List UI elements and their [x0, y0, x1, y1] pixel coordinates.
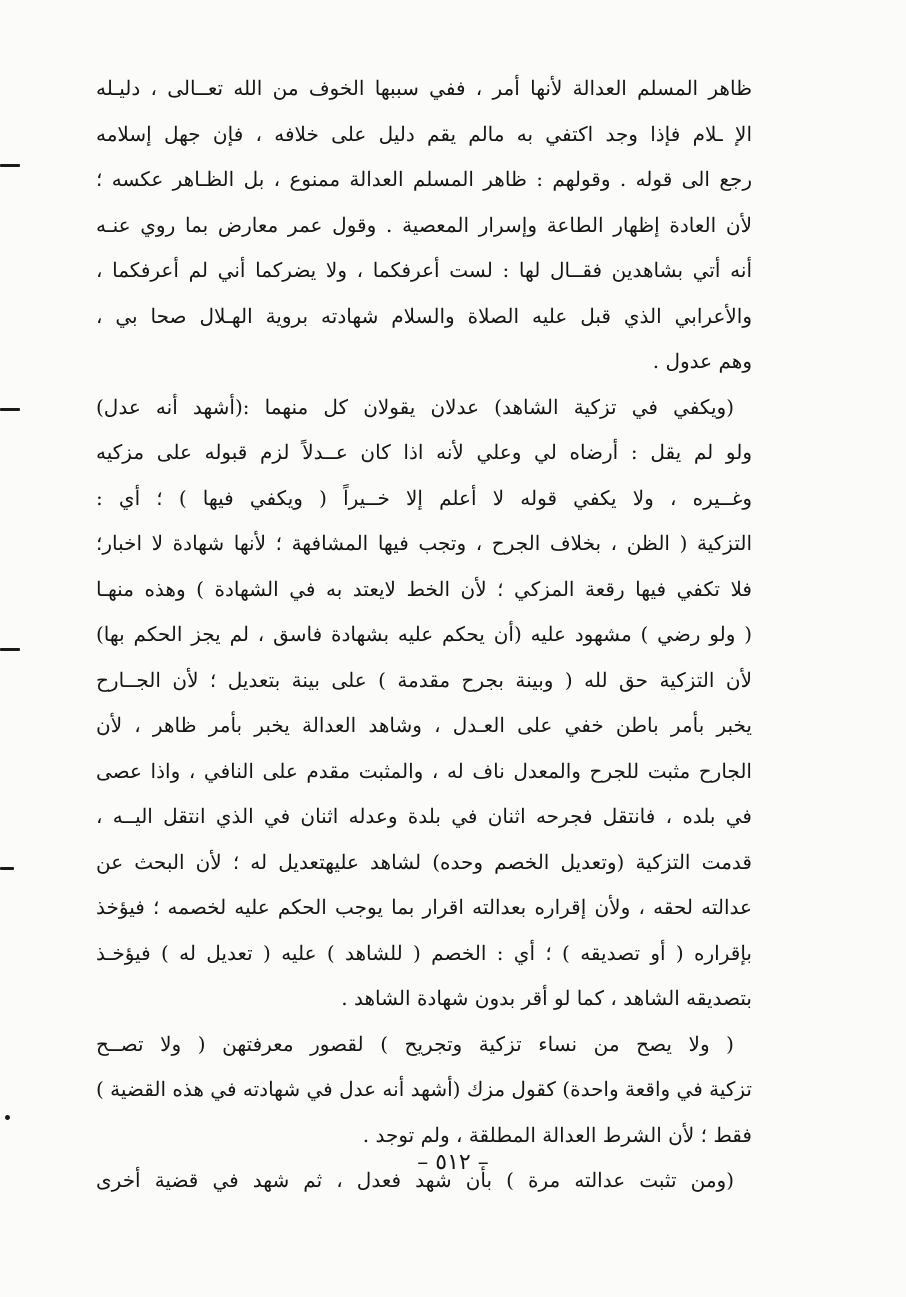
text-line: ( ولا يصح من نساء تزكية وتجريح ) لقصور معرفتهن ( ولا تصــح	[96, 1031, 734, 1056]
text-line: الإ ـلام فإذا وجد اكتفي به مالم يقم دليل على خلافه ، فإن جهل إسلامه	[96, 121, 752, 146]
margin-mark	[0, 164, 20, 167]
text-line: ( ولو رضي ) مشهود عليه (أن يحكم عليه بشهادة فاسق ، لم يجز الحكم بها)	[96, 622, 752, 646]
text-line: وهم عدول .	[652, 349, 752, 373]
text-line: وغــيره ، ولا يكفي قوله لا أعلم إلا خــيراً ( ويكفي فيها ) ؛ أي :	[96, 485, 752, 510]
text-line: الجارح مثبت للجرح والمعدل ناف له ، والمثبت مقدم على النافي ، واذا عصى	[96, 758, 752, 783]
text-line: بإقراره ( أو تصديقه ) ؛ أي : الخصم ( للشاهد ) عليه ( تعديل له ) فيؤخـذ	[96, 940, 752, 965]
text-line: تزكية في واقعة واحدة) كقول مزك (أشهد أنه عدل في شهادته في هذه القضية )	[96, 1077, 752, 1101]
text-line: فلا تكفي فيها رقعة المزكي ؛ لأن الخط لايعتد به في الشهادة ) وهذه منهـا	[96, 576, 752, 601]
margin-mark	[0, 648, 20, 651]
text-line: والأعرابي الذي قبل عليه الصلاة والسلام شهادته بروية الهـلال صحا بي ،	[96, 303, 752, 328]
text-line: أنه أتي بشاهدين فقــال لها : لست أعرفكما ، ولا يضركما أني لم أعرفكما ،	[96, 258, 752, 282]
text-line: لأن العادة إظهار الطاعة وإسرار المعصية . وقول عمر معارض بما روي عنـه	[96, 212, 752, 237]
body-text	[96, 66, 752, 1204]
text-line: التزكية ( الظن ، بخلاف الجرح ، وتجب فيها المشافهة ؛ لأنها شهادة لا اخبار؛	[96, 531, 752, 555]
text-line: رجع الى قوله . وقولهم : ظاهر المسلم العدالة ممنوع ، بل الظـاهر عكسه ؛	[96, 167, 752, 191]
text-line: ظاهر المسلم العدالة لأنها أمر ، ففي سببها الخوف من الله تعــالى ، دليـله	[96, 76, 752, 100]
margin-dot	[5, 1115, 10, 1120]
text-line: عدالته لحقه ، ولأن إقراره بعدالته اقرار بما يوجب الحكم عليه لخصمه ؛ فيؤخذ	[96, 895, 752, 919]
text-line: في بلده ، فانتقل فجرحه اثنان في بلدة وعدله اثنان في الذي انتقل اليــه ،	[96, 804, 752, 828]
text-line: (ويكفي في تزكية الشاهد) عدلان يقولان كل منهما :(أشهد أنه عدل)	[96, 394, 734, 419]
text-line: فقط ؛ لأن الشرط العدالة المطلقة ، ولم توجد .	[362, 1122, 752, 1147]
text-line: قدمت التزكية (وتعديل الخصم وحده) لشاهد عليهتعديل له ؛ لأن البحث عن	[96, 849, 752, 874]
text-line: (ومن تثبت عدالته مرة ) بأن شهد فعدل ، ثم شهد في قضية أخرى	[96, 1168, 734, 1192]
text-line: بتصديقه الشاهد ، كما لو أقر بدون شهادة الشاهد .	[341, 986, 752, 1010]
text-line: ولو لم يقل : أرضاه لي وعلي لأنه اذا كان عــدلاً لزم قبوله على مزكيه	[96, 440, 752, 464]
page-number: – ٥١٢ –	[417, 1150, 489, 1175]
text-line: يخبر بأمر باطن خفي على العـدل ، وشاهد العدالة يخبر بأمر ظاهر ، لأن	[96, 713, 752, 737]
margin-mark	[0, 867, 14, 870]
text-line: لأن التزكية حق لله ( وبينة بجرح مقدمة ) على بينة بتعديل ؛ لأن الجــارح	[96, 667, 752, 692]
margin-mark	[0, 408, 20, 411]
